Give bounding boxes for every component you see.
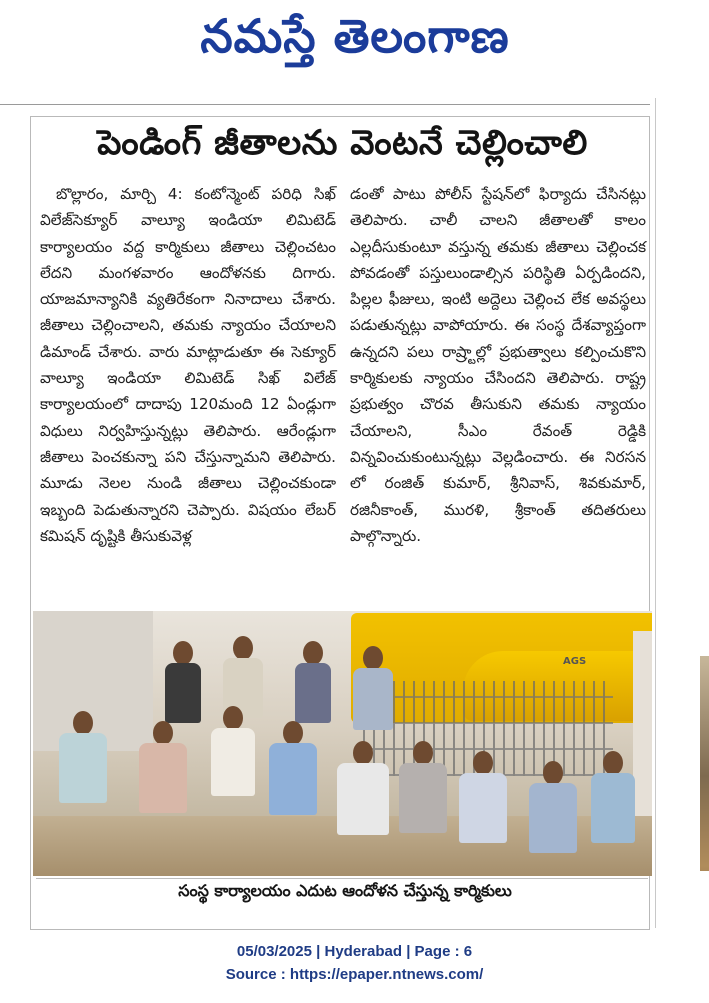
photo-tanker-signage: AGS [563, 656, 587, 667]
article-headline: పెండింగ్ జీతాలను వెంటనే చెల్లించాలి [97, 123, 588, 163]
photo-caption: సంస్థ కార్యాలయం ఎదుట ఆందోళన చేస్తున్న కార్మికులు [178, 880, 512, 900]
protest-photo [33, 611, 652, 876]
article-body-left-column: బొల్లారం, మార్చి 4: కంటోన్మెంట్ పరిధి సిఖ్ విలేజ్‌సెక్యూర్ వాల్యూ ఇండియా లిమిటెడ్ కార్యాలయం వద్ద కార్మికులు జీతాలు చెల్లించటం లేదని మంగళవారం ఆందోళనకు దిగారు. యాజమాన్యానికి వ్యతిరేకంగా నినాదాలు చేశారు. జీతాలు చెల్లించాలని, తమకు న్యాయం చేయాలని డిమాండ్ చేశారు. వారు మాట్లాడుతూ ఈ సెక్యూర్ వాల్యూ ఇండియా లిమిటెడ్ సిఖ్ విలేజ్ కార్యాలయంలో దాదాపు 120మంది 12 ఏండ్లుగా విధులు నిర్వహిస్తున్నట్లు తెలిపారు. ఆరేండ్లుగా జీతాలు పెంచకున్నా పని చేస్తున్నామని తెలిపారు. మూడు నెలల నుండి జీతాలు చెల్లించకుండా ఇబ్బంది పెడుతున్నారని చెప్పారు. విషయం లేబర్ కమిషన్ దృష్టికి తీసుకువెళ్ల [40, 185, 336, 545]
photo-crowd [73, 641, 652, 861]
footer-source-line: Source : https://epaper.ntnews.com/ [225, 966, 484, 983]
masthead-divider [0, 104, 650, 105]
article-body-right-column: డంతో పాటు పోలీస్ స్టేషన్‌లో ఫిర్యాదు చేసినట్లు తెలిపారు. చాలీ చాలని జీతాలతో కాలం ఎల్లదీసుకుంటూ వస్తున్న తమకు జీతాలు చెల్లించక పోవడంతో పస్తులుండాల్సిన పరిస్థితి ఏర్పడిందని, పిల్లల ఫీజులు, ఇంటి అద్దెలు చెల్లించ లేక అవస్థలు పడుతున్నట్లు వాపోయారు. ఈ సంస్థ దేశవ్యాప్తంగా ఉన్నదని పలు రాష్ర్టాల్లో ప్రభుత్వాలు కల్పించుకొని కార్మికులకు న్యాయం చేసిందని తెలిపారు. రాష్ట్ర ప్రభుత్వం చొరవ తీసుకుని తమకు న్యాయం చేయాలని, సీఎం రేవంత్ రెడ్డికి విన్నవించుకుంటున్నట్లు వెల్లడించారు. ఈ నిరసన లో రంజిత్ కుమార్, శ్రీనివాస్, శివకుమార్, రజినీకాంత్, మురళి, శ్రీకాంత్ తదితరులు పాల్గొన్నారు. [350, 185, 646, 545]
masthead [0, 0, 709, 95]
caption-divider [36, 878, 648, 879]
adjacent-photo-edge [700, 656, 709, 871]
newspaper-logo: నమస్తే తెలంగాణ [200, 9, 510, 63]
adjacent-page-strip [700, 96, 709, 871]
footer-date-line: 05/03/2025 | Hyderabad | Page : 6 [236, 943, 473, 960]
column-divider [655, 98, 656, 928]
